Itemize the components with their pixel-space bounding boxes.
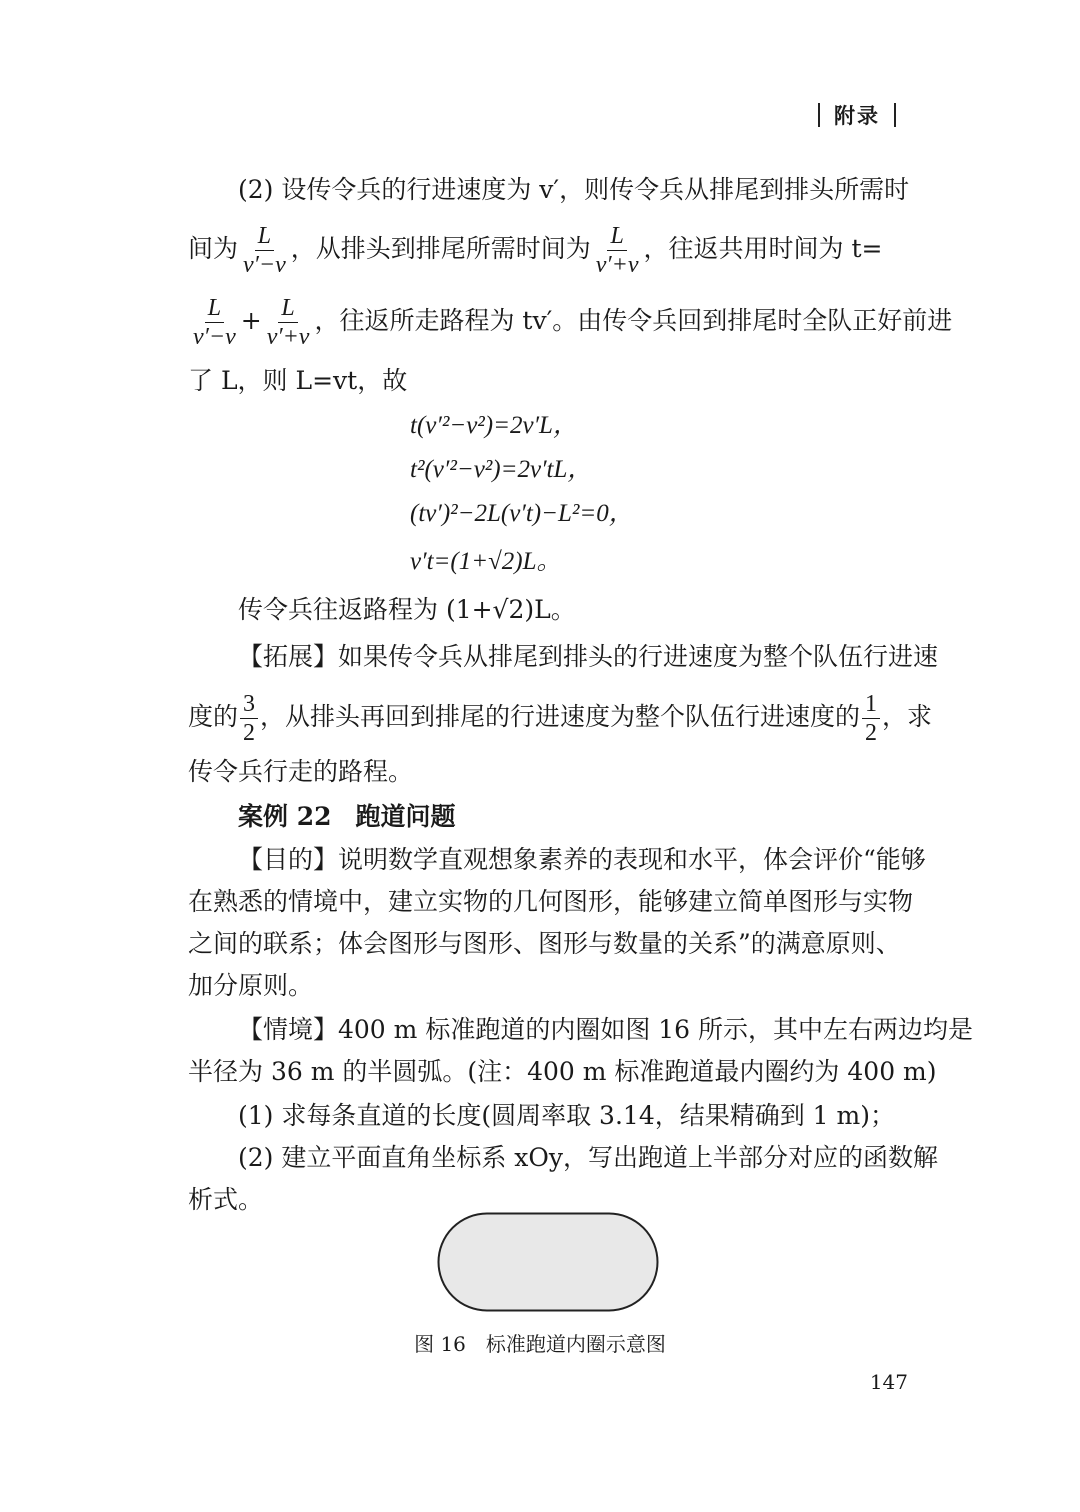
running-header [804, 100, 910, 130]
fraction-denominator: 2 [243, 720, 256, 746]
fraction-forward-time [190, 294, 239, 351]
equation-3: (tv′)²−2L(v′t)−L²=0， [410, 500, 634, 527]
page-number: 147 [869, 1370, 908, 1394]
solution-line-4: 了 L，则 L=vt，故 [188, 366, 408, 395]
text-segment: ，往返共用时间为 t= [643, 234, 883, 263]
text-segment: 度的 [188, 702, 239, 731]
text-segment: ，往返所走路程为 tv′。由传令兵回到排尾时全队正好前进 [314, 306, 953, 335]
text-segment: ，从排头到排尾所需时间为 [290, 234, 591, 263]
fraction-denominator: v′+v [595, 252, 639, 278]
header-rule-left [818, 103, 820, 127]
track-diagram [437, 1212, 659, 1312]
fraction-denominator: v′−v [193, 324, 236, 350]
track-figure [437, 1212, 659, 1316]
fraction-denominator: 2 [865, 720, 878, 746]
question-2-line-2: 析式。 [188, 1185, 264, 1214]
fraction-denominator: v′−v [243, 252, 286, 278]
context-line-2: 半径为 36 m 的半圆弧。(注：400 m 标准跑道最内圈约为 400 m) [188, 1057, 937, 1086]
equation-4: v′t=(1+√2)L。 [410, 548, 562, 575]
plus-sign: + [240, 306, 262, 335]
goal-line-2: 在熟悉的情境中，建立实物的几何图形，能够建立简单图形与实物 [188, 887, 914, 916]
fraction-denominator: v′+v [266, 324, 310, 350]
case-heading [238, 799, 456, 835]
question-1: (1) 求每条直道的长度(圆周率取 3.14，结果精确到 1 m)； [238, 1101, 895, 1130]
fraction-numerator: L [255, 222, 274, 251]
fraction-return-time [264, 294, 313, 351]
solution-line-1: (2) 设传令兵的行进速度为 v′，则传令兵从排尾到排头所需时 [238, 175, 910, 204]
fraction-numerator: L [278, 294, 297, 323]
fraction-numerator: 1 [862, 690, 880, 719]
solution-conclusion: 传令兵往返路程为 (1+√2)L。 [238, 595, 576, 624]
question-2-line-1: (2) 建立平面直角坐标系 xOy，写出跑道上半部分对应的函数解 [238, 1143, 939, 1172]
text-segment: ，求 [882, 702, 933, 731]
figure-caption: 图 16 标准跑道内圈示意图 [414, 1332, 666, 1356]
header-section-title: 附录 [834, 103, 880, 128]
extension-line-1: 【拓展】如果传令兵从排尾到排头的行进速度为整个队伍行进速 [238, 642, 939, 671]
context-line-1: 【情境】400 m 标准跑道的内圈如图 16 所示，其中左右两边均是 [238, 1015, 974, 1044]
header-rule-right [894, 103, 896, 127]
inner-track-outline [439, 1214, 658, 1311]
equation-1: t(v′²−v²)=2v′L， [410, 412, 578, 439]
fraction-numerator: 3 [240, 690, 258, 719]
fraction-three-halves [240, 690, 258, 747]
goal-line-4: 加分原则。 [188, 971, 314, 1000]
equation-2: t²(v′²−v²)=2v′tL， [410, 456, 593, 483]
fraction-numerator: L [205, 294, 224, 323]
text-segment: ，从排头再回到排尾的行进速度为整个队伍行进速度的 [260, 702, 861, 731]
case-title: 跑道问题 [355, 802, 456, 831]
goal-line-3: 之间的联系；体会图形与图形、图形与数量的关系”的满意原则、 [188, 929, 901, 958]
solution-line-2 [188, 222, 912, 279]
extension-line-2 [188, 690, 933, 747]
fraction-forward-time [240, 222, 289, 279]
fraction-numerator: L [607, 222, 626, 251]
goal-line-1: 【目的】说明数学直观想象素养的表现和水平，体会评价“能够 [238, 845, 926, 874]
case-number: 案例 22 [238, 802, 332, 831]
extension-line-3: 传令兵行走的路程。 [188, 757, 414, 786]
fraction-return-time [593, 222, 642, 279]
solution-line-3 [188, 294, 953, 351]
text-segment: 间为 [188, 234, 239, 263]
fraction-one-half [862, 690, 880, 747]
